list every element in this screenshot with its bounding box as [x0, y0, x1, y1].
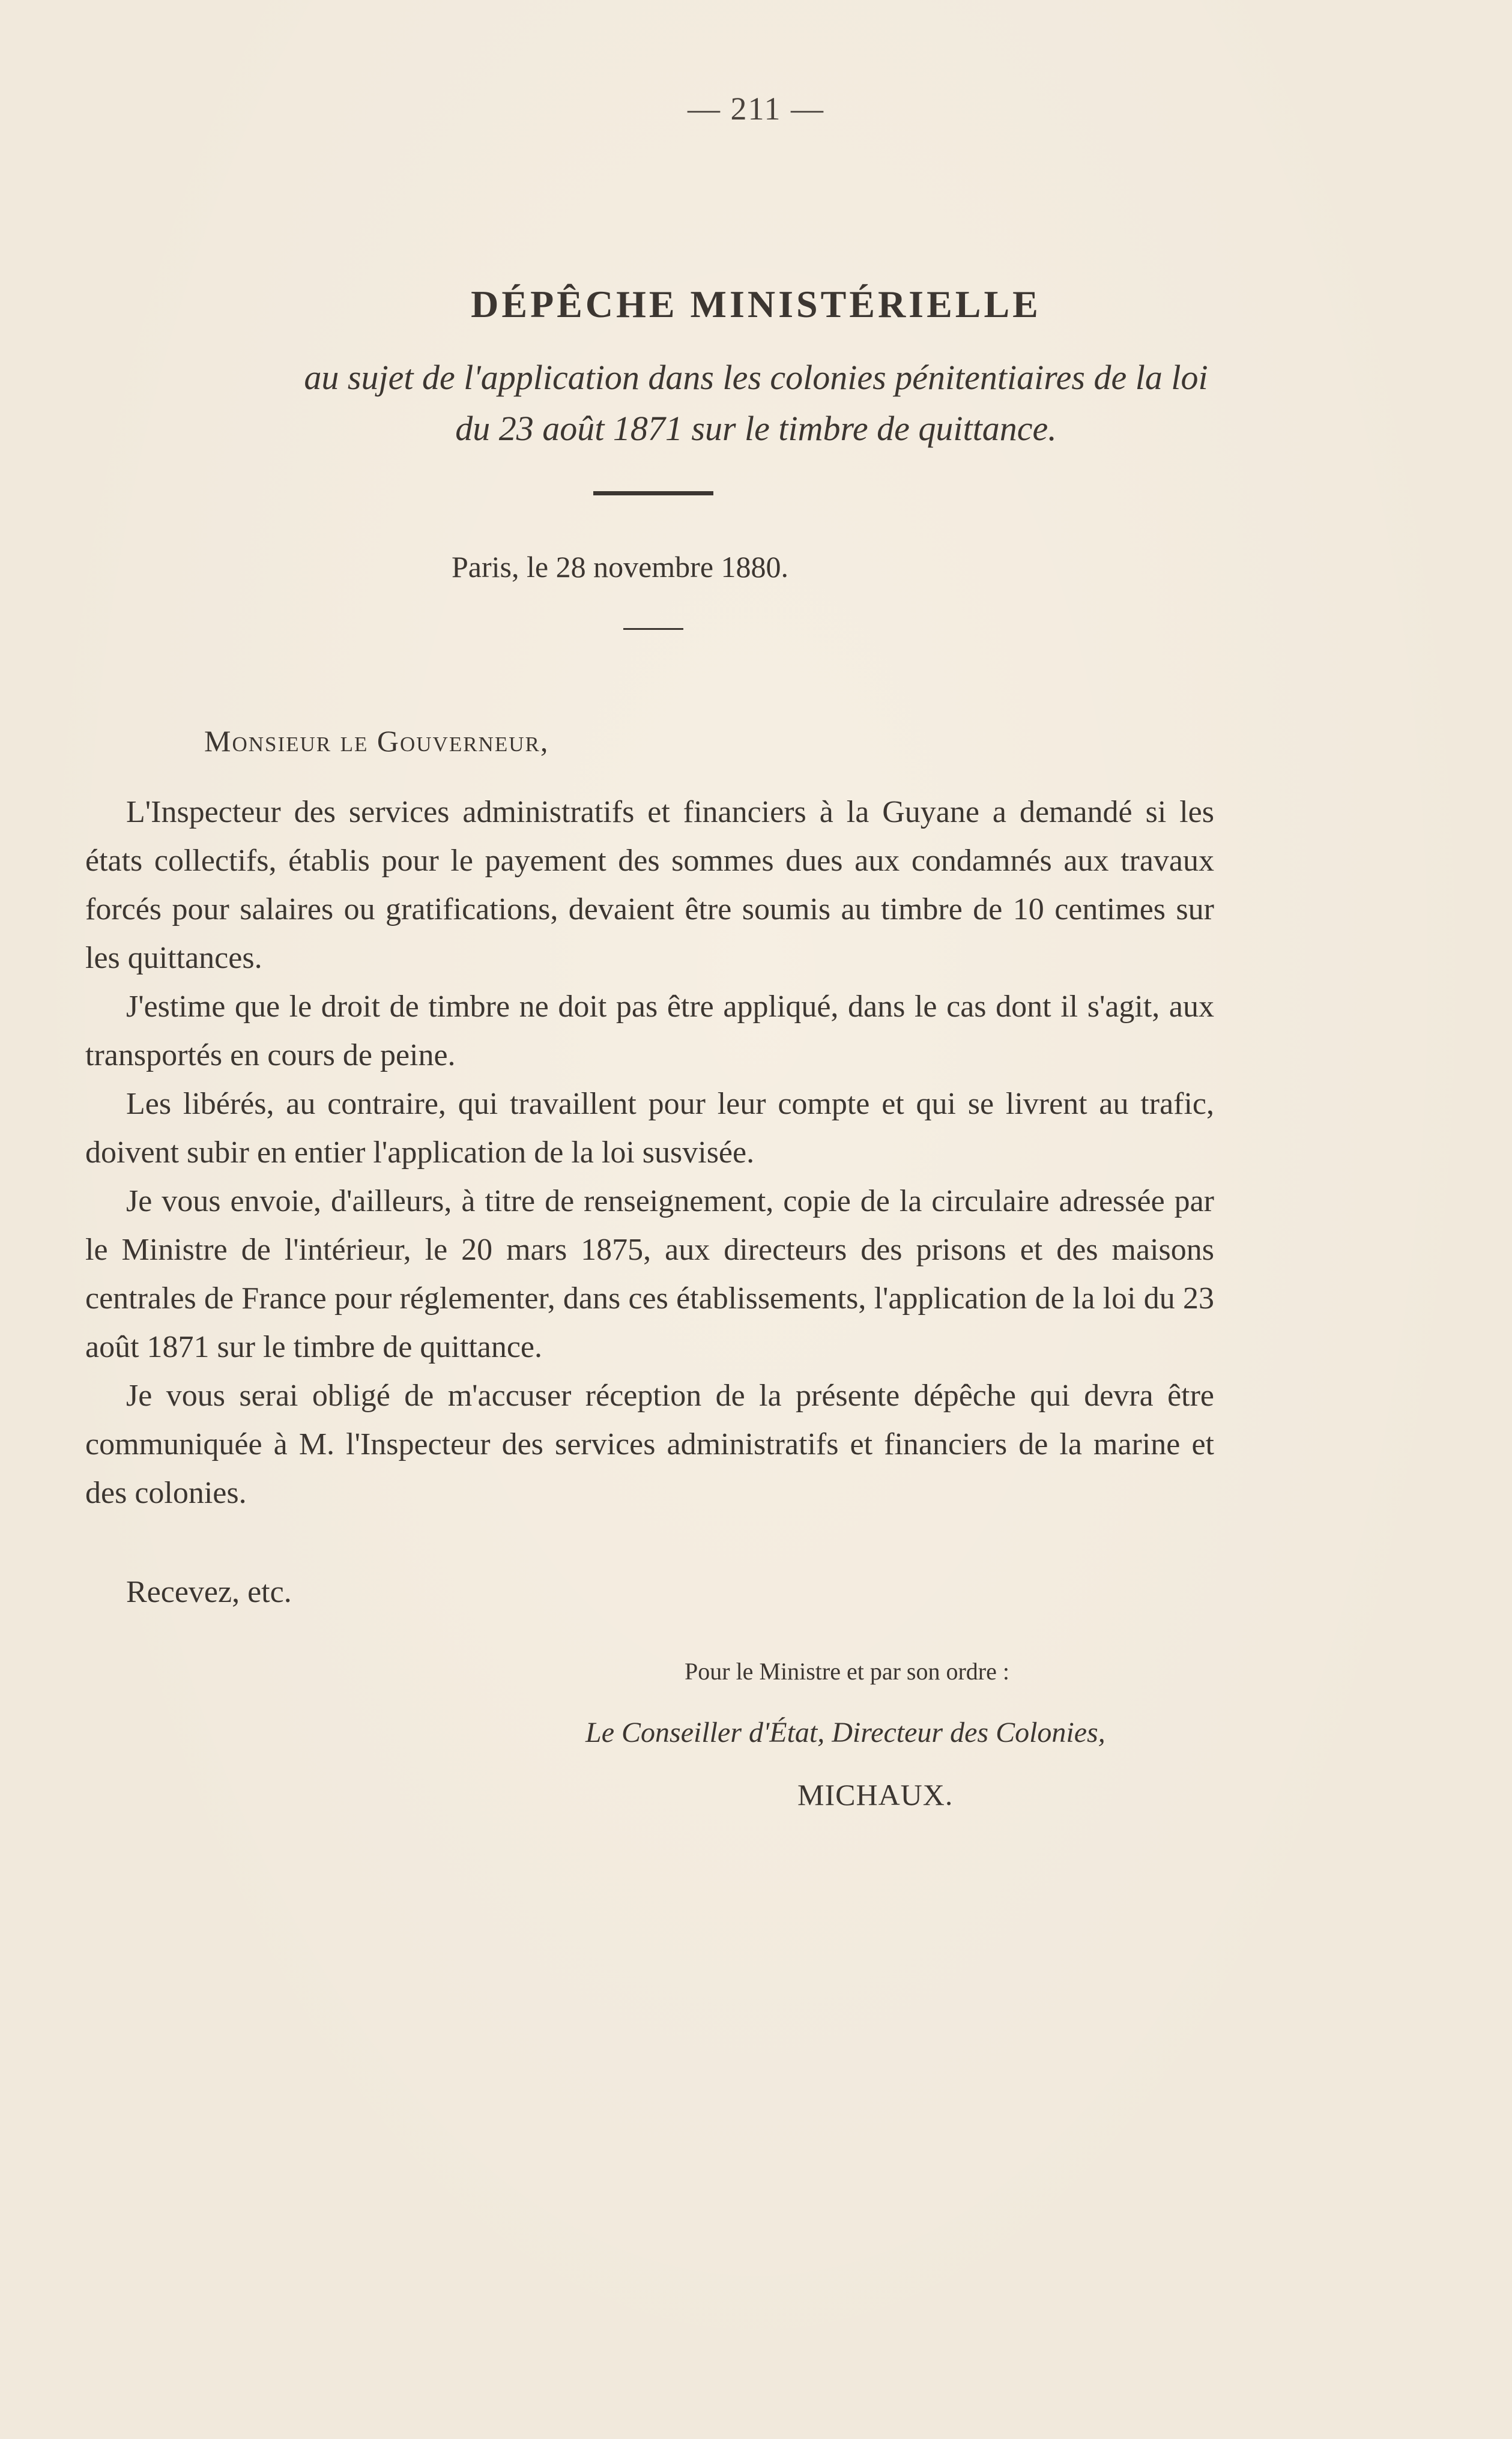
salutation: Monsieur le Gouverneur, [204, 724, 549, 758]
paragraph-4: Je vous envoie, d'ailleurs, à titre de renseignement, copie de la circulaire adressée par le Ministre de l'intérieur, le 20 mars 1875, aux directeurs des prisons et des maisons centrales de France pour réglementer, dans ces établissements, l'application de la loi du 23 août 1871 sur le timbre de quittance. [85, 1184, 1214, 1364]
paragraph-2: J'estime que le droit de timbre ne doit pas être appliqué, dans le cas dont il s'agit, aux transportés en cours de peine. [85, 990, 1214, 1072]
paragraph-1: L'Inspecteur des services administratifs et financiers à la Guyane a demandé si les états collectifs, établis pour le payement des sommes dues aux condamnés aux travaux forcés pour salaires ou gratifications, devaient être soumis au timbre de 10 centimes sur les quittances. [85, 795, 1214, 975]
title-divider [593, 491, 713, 495]
page-number: — 211 — [688, 91, 824, 127]
paragraph-5: Je vous serai obligé de m'accuser réception de la présente dépêche qui devra être communiquée à M. l'Inspecteur des services administratifs et financiers de la marine et des colonies. [85, 1379, 1214, 1510]
date-divider [623, 628, 683, 630]
signature-title: Le Conseiller d'État, Directeur des Colonies, [585, 1717, 1105, 1748]
letter-body [85, 788, 1214, 1517]
document-subtitle-line-2: du 23 août 1871 sur le timbre de quittance. [455, 409, 1057, 448]
order-line: Pour le Ministre et par son ordre : [685, 1658, 1009, 1685]
signature-name: MICHAUX. [797, 1778, 954, 1812]
document-subtitle-line-1: au sujet de l'application dans les colonies pénitentiaires de la loi [304, 358, 1208, 397]
paragraph-3: Les libérés, au contraire, qui travaillent pour leur compte et qui se livrent au trafic, doivent subir en entier l'application de la loi susvisée. [85, 1087, 1214, 1170]
document-title: DÉPÊCHE MINISTÉRIELLE [471, 283, 1041, 325]
closing-formula: Recevez, etc. [126, 1575, 292, 1609]
date-line: Paris, le 28 novembre 1880. [452, 550, 789, 584]
